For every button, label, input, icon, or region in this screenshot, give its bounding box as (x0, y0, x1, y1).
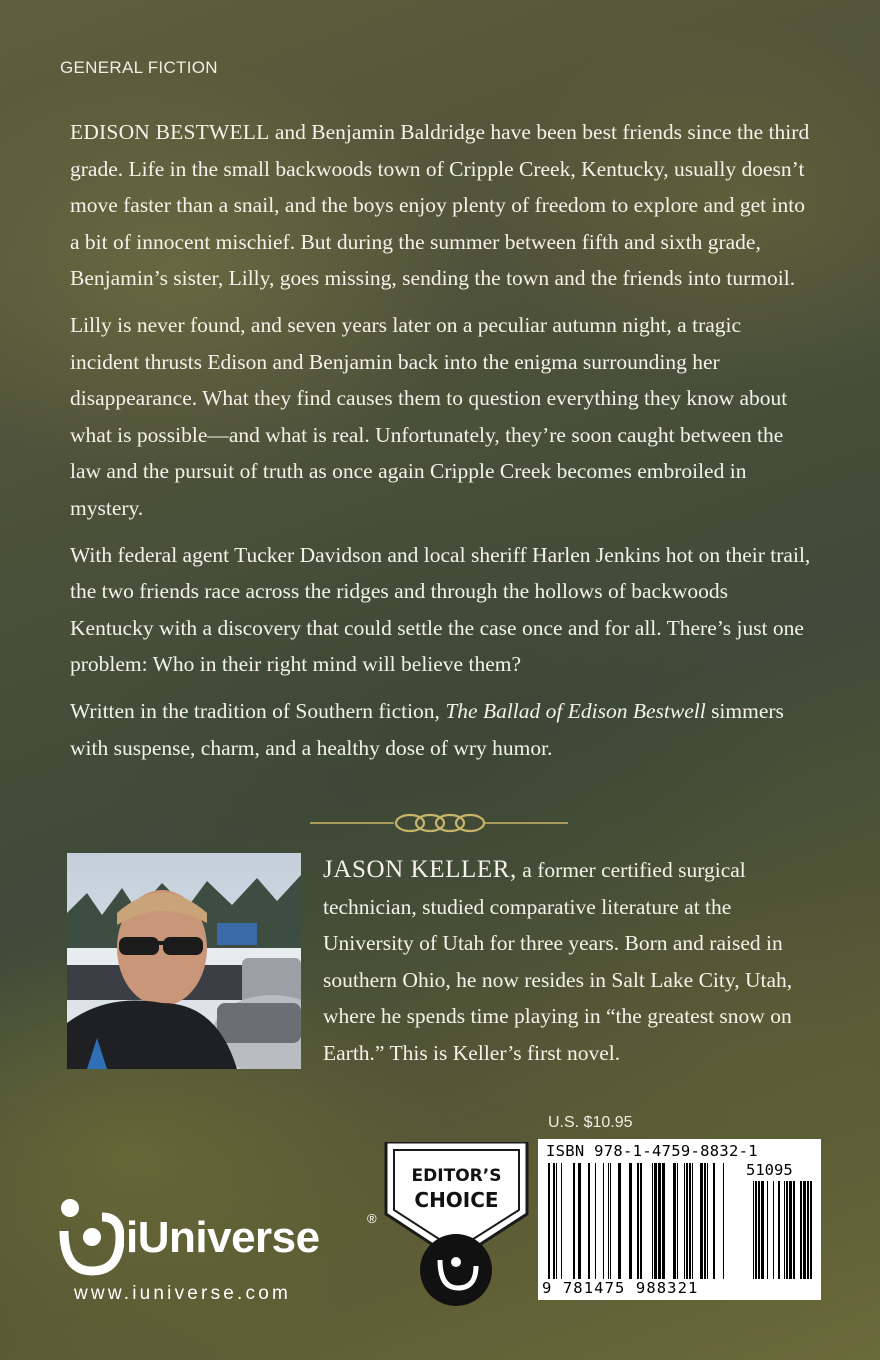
price-label: U.S. $10.95 (548, 1114, 633, 1131)
publisher-name: iUniverse (126, 1213, 320, 1262)
blurb-paragraph-4 (70, 693, 815, 766)
barcode-addon-number: 51095 (746, 1161, 793, 1179)
isbn-barcode (538, 1139, 821, 1300)
blurb-p4-post: simmers with suspense, charm, and a healthy dose of wry humor. (70, 698, 784, 760)
badge-line-1: EDITOR’S (411, 1166, 502, 1186)
author-name: JASON KELLER, (323, 856, 517, 883)
author-bio-text: a former certified surgical technician, studied comparative literature at the University of Utah for three years. Born and raised in southern Ohio, he now resides in Salt Lake City, Utah, where he spends time playing in “the greatest snow on Earth.” This is Keller’s first novel. (323, 858, 793, 1065)
publisher-logo (58, 1197, 388, 1277)
blurb-p4-pre: Written in the tradition of Southern fiction, (70, 698, 446, 723)
author-bio (323, 852, 823, 1072)
publisher-url: www.iuniverse.com (74, 1283, 292, 1304)
author-photo (67, 853, 301, 1069)
blurb-lead: EDISON BESTWELL (70, 120, 270, 144)
iuniverse-logo-icon (58, 1197, 124, 1277)
ornament-divider (310, 808, 568, 838)
blurb-paragraph-3: With federal agent Tucker Davidson and local sheriff Harlen Jenkins hot on their trail, the two friends race across the ridges and through the hollows of backwoods Kentucky with a discovery that could settle the case once and for all. There’s just one problem: Who in their right mind will believe them? (70, 542, 811, 677)
blurb-paragraph-2: Lilly is never found, and seven years later on a peculiar autumn night, a tragic incident thrusts Edison and Benjamin back into the enigma surrounding her disappearance. What they find causes them to question everything they know about what is possible—and what is real. Unfortunately, they’re soon caught between the law and the pursuit of truth as once again Cripple Creek becomes embroiled in mystery. (70, 312, 788, 520)
editors-choice-badge (384, 1142, 529, 1310)
book-title: The Ballad of Edison Bestwell (445, 698, 706, 723)
isbn-number: ISBN 978-1-4759-8832-1 (546, 1142, 758, 1160)
blurb-p1-text: and Benjamin Baldridge have been best friends since the third grade. Life in the small backwoods town of Cripple Creek, Kentucky, usually doesn’t move faster than a snail, and the boys enjoy plenty of freedom to explore and get into a bit of innocent mischief. But during the summer between fifth and sixth grade, Benjamin’s sister, Lilly, goes missing, sending the town and the friends into turmoil. (70, 120, 810, 291)
genre-label: GENERAL FICTION (60, 58, 218, 77)
registered-mark: ® (367, 1211, 377, 1226)
blurb (70, 114, 815, 776)
ean-number: 9 781475 988321 (542, 1279, 699, 1297)
badge-line-2: CHOICE (414, 1188, 499, 1212)
blurb-paragraph-1 (70, 114, 815, 297)
